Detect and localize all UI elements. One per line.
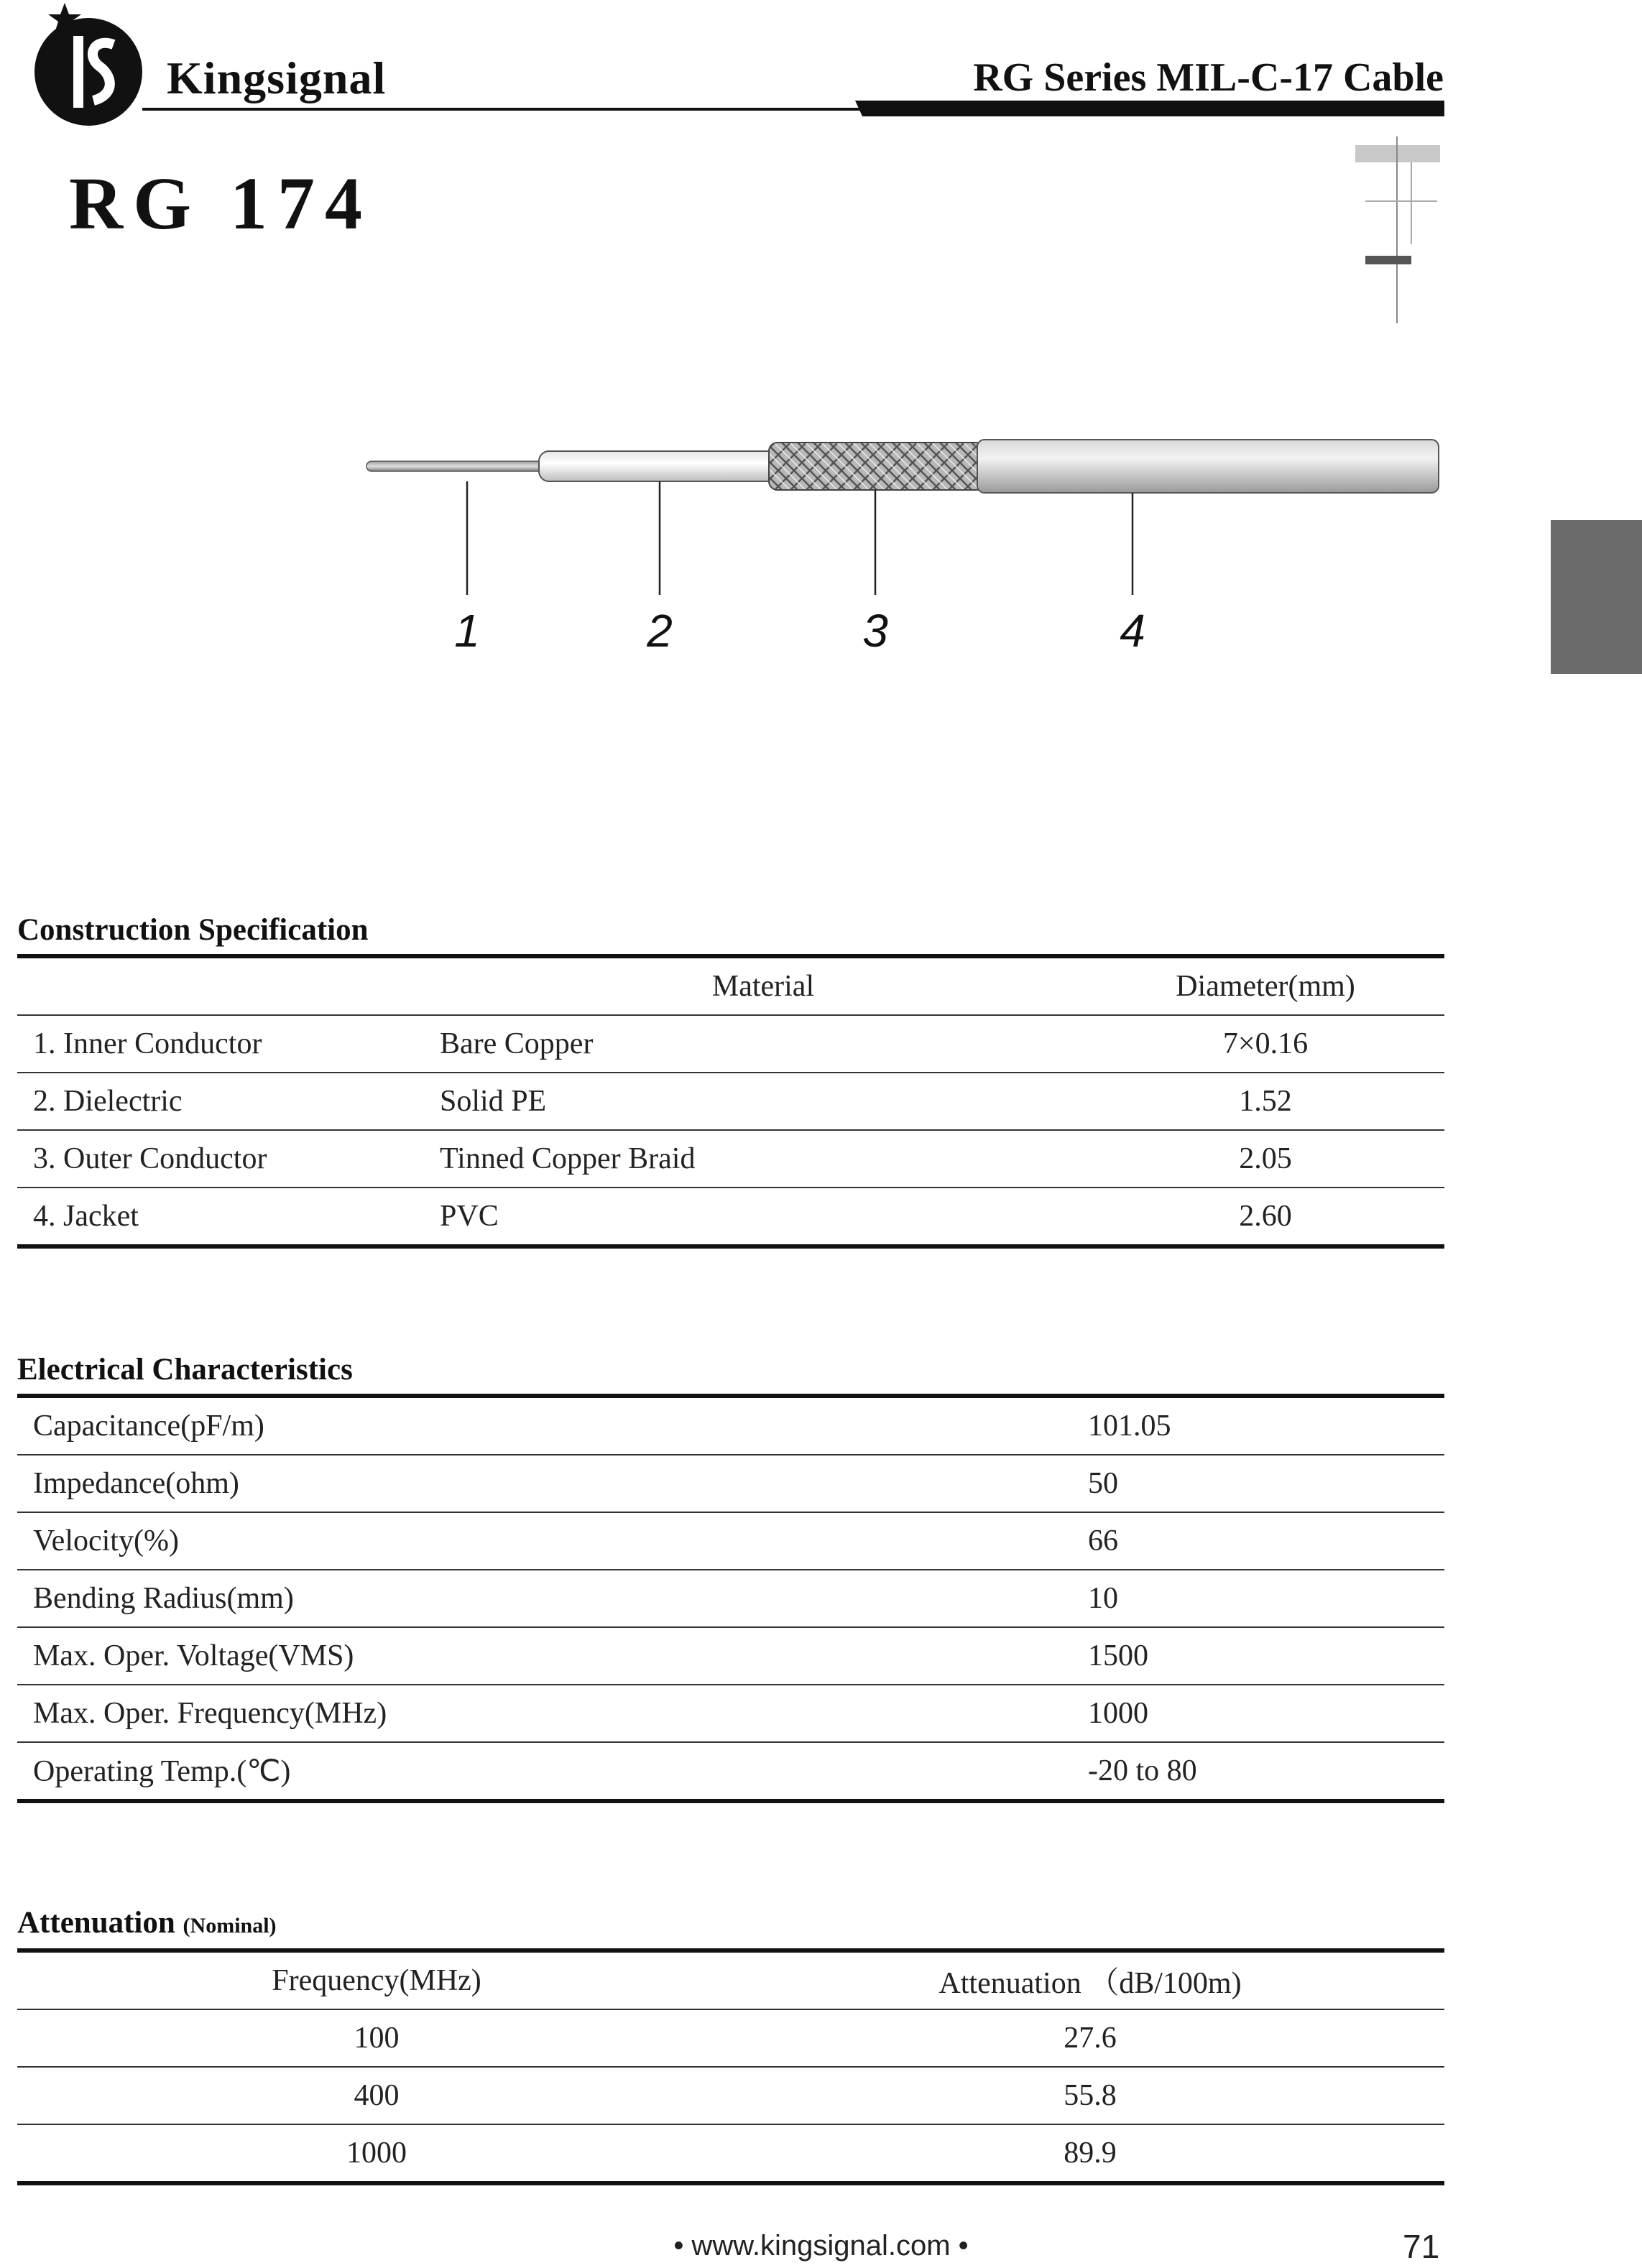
electrical-table — [17, 1394, 1444, 1803]
electrical-value: 66 — [967, 1512, 1444, 1570]
construction-diameter: 1.52 — [1087, 1073, 1444, 1130]
electrical-name: Operating Temp.(℃) — [17, 1742, 967, 1801]
construction-diameter: 2.60 — [1087, 1188, 1444, 1246]
construction-header-row — [17, 956, 1444, 1015]
attenuation-subtitle: (Nominal) — [183, 1914, 277, 1938]
attenuation-frequency: 1000 — [17, 2124, 736, 2183]
electrical-name: Impedance(ohm) — [17, 1455, 967, 1512]
attenuation-header-row — [17, 1950, 1444, 2009]
attenuation-title: Attenuation — [17, 1906, 175, 1940]
electrical-name: Velocity(%) — [17, 1512, 967, 1570]
company-logo — [27, 0, 149, 129]
table-row — [17, 1512, 1444, 1570]
construction-title: Construction Specification — [17, 913, 369, 947]
callout-label-1: 1 — [454, 605, 480, 657]
electrical-value: 1000 — [967, 1685, 1444, 1742]
attenuation-frequency: 400 — [17, 2067, 736, 2124]
logo-letters: KS — [88, 128, 90, 129]
electrical-value: 101.05 — [967, 1396, 1444, 1455]
attenuation-value: 55.8 — [736, 2067, 1444, 2124]
callout-label-3: 3 — [862, 605, 888, 657]
table-row — [17, 1627, 1444, 1685]
brand-name: Kingsignal — [167, 52, 387, 103]
electrical-value: 50 — [967, 1455, 1444, 1512]
attenuation-title-block — [17, 1905, 277, 1940]
electrical-title: Electrical Characteristics — [17, 1353, 353, 1387]
header-name — [17, 956, 440, 1015]
electrical-name: Bending Radius(mm) — [17, 1570, 967, 1627]
table-row — [17, 2124, 1444, 2183]
construction-name: 2. Dielectric — [17, 1073, 440, 1130]
construction-name: 3. Outer Conductor — [17, 1130, 440, 1188]
model-title: RG 174 — [69, 162, 372, 245]
electrical-name: Max. Oper. Voltage(VMS) — [17, 1627, 967, 1685]
construction-name: 4. Jacket — [17, 1188, 440, 1246]
construction-material: Bare Copper — [440, 1015, 1087, 1073]
callout-label-2: 2 — [647, 605, 673, 657]
attenuation-table — [17, 1948, 1444, 2185]
construction-table — [17, 954, 1444, 1249]
header-material: Material — [440, 956, 1087, 1015]
header-diameter: Diameter(mm) — [1087, 956, 1444, 1015]
table-row — [17, 2009, 1444, 2067]
decorative-marks — [1351, 136, 1444, 323]
side-section-tab — [1551, 520, 1642, 674]
table-row — [17, 1188, 1444, 1246]
table-row — [17, 1455, 1444, 1512]
table-row — [17, 1570, 1444, 1627]
electrical-value: -20 to 80 — [967, 1742, 1444, 1801]
construction-diameter: 7×0.16 — [1087, 1015, 1444, 1073]
cable-diagram — [359, 431, 1452, 661]
construction-material: Solid PE — [440, 1073, 1087, 1130]
electrical-value: 1500 — [967, 1627, 1444, 1685]
construction-material: PVC — [440, 1188, 1087, 1246]
footer-website[interactable]: • www.kingsignal.com • — [673, 2230, 969, 2262]
table-row — [17, 1742, 1444, 1801]
series-title: RG Series MIL-C-17 Cable — [973, 55, 1444, 100]
construction-material: Tinned Copper Braid — [440, 1130, 1087, 1188]
table-row — [17, 1015, 1444, 1073]
attenuation-value: 89.9 — [736, 2124, 1444, 2183]
header-frequency: Frequency(MHz) — [17, 1950, 736, 2009]
table-row — [17, 1396, 1444, 1455]
construction-name: 1. Inner Conductor — [17, 1015, 440, 1073]
attenuation-frequency: 100 — [17, 2009, 736, 2067]
attenuation-value: 27.6 — [736, 2009, 1444, 2067]
electrical-name: Capacitance(pF/m) — [17, 1396, 967, 1455]
page-number: 71 — [1403, 2228, 1440, 2265]
header-attenuation: Attenuation （dB/100m) — [736, 1950, 1444, 2009]
table-row — [17, 1685, 1444, 1742]
construction-diameter: 2.05 — [1087, 1130, 1444, 1188]
table-row — [17, 1130, 1444, 1188]
table-row — [17, 2067, 1444, 2124]
callout-label-4: 4 — [1120, 605, 1145, 657]
table-row — [17, 1073, 1444, 1130]
electrical-value: 10 — [967, 1570, 1444, 1627]
electrical-name: Max. Oper. Frequency(MHz) — [17, 1685, 967, 1742]
